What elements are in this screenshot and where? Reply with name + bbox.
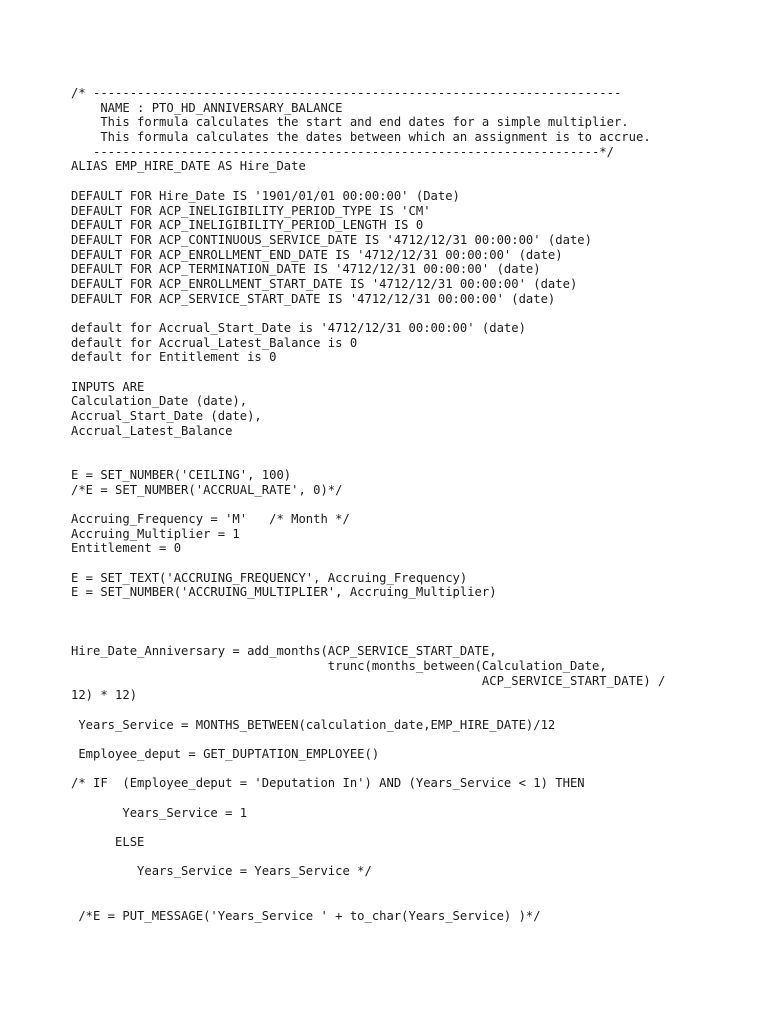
code-line (71, 556, 761, 571)
code-line: 12) * 12) (71, 688, 138, 703)
code-line (71, 629, 761, 644)
code-line (71, 850, 761, 865)
code-line (71, 365, 761, 380)
code-line: default for Entitlement is 0 (71, 350, 277, 365)
code-line: DEFAULT FOR ACP_TERMINATION_DATE IS '4712/12/31 00:00:00' (date) (71, 262, 541, 277)
code-line (71, 600, 761, 615)
code-line: This formula calculates the start and end dates for a simple multiplier. (71, 115, 629, 130)
code-line: NAME : PTO_HD_ANNIVERSARY_BALANCE (71, 100, 343, 115)
code-line: default for Accrual_Start_Date is '4712/12/31 00:00:00' (date) (71, 321, 526, 335)
code-line: DEFAULT FOR ACP_SERVICE_START_DATE IS '4712/12/31 00:00:00' (date) (71, 291, 556, 306)
code-line: DEFAULT FOR ACP_ENROLLMENT_END_DATE IS '4712/12/31 00:00:00' (date) (71, 247, 563, 262)
code-line: DEFAULT FOR ACP_CONTINUOUS_SERVICE_DATE IS '4712/12/31 00:00:00' (date) (71, 232, 592, 247)
code-line (71, 820, 761, 835)
code-line (71, 497, 761, 512)
code-line: trunc(months_between(Calculation_Date, (71, 658, 607, 673)
code-line: Years_Service = MONTHS_BETWEEN(calculation_date,EMP_HIRE_DATE)/12 (71, 717, 556, 732)
code-line: ALIAS EMP_HIRE_DATE AS Hire_Date (71, 159, 306, 174)
code-line: Entitlement = 0 (71, 541, 182, 556)
code-line (71, 174, 761, 189)
code-line: Accruing_Frequency = 'M' /* Month */ (71, 511, 350, 526)
code-line: ACP_SERVICE_START_DATE) / (71, 673, 666, 688)
code-line: DEFAULT FOR Hire_Date IS '1901/01/01 00:00:00' (Date) (71, 188, 460, 203)
code-line (71, 453, 761, 468)
code-document (71, 86, 761, 923)
code-line: /*E = PUT_MESSAGE('Years_Service ' + to_char(Years_Service) )*/ (71, 908, 541, 923)
code-line (71, 879, 761, 894)
code-line: Employee_deput = GET_DUPTATION_EMPLOYEE() (71, 746, 380, 761)
code-line: DEFAULT FOR ACP_INELIGIBILITY_PERIOD_TYPE IS 'CM' (71, 203, 431, 218)
code-line: This formula calculates the dates between which an assignment is to accrue. (71, 130, 651, 145)
code-line (71, 703, 761, 718)
code-line: /* IF (Employee_deput = 'Deputation In') AND (Years_Service < 1) THEN (71, 776, 585, 791)
code-line: /*E = SET_NUMBER('ACCRUAL_RATE', 0)*/ (71, 482, 343, 497)
code-line: ELSE (71, 835, 145, 850)
code-line: Hire_Date_Anniversary = add_months(ACP_SERVICE_START_DATE, (71, 644, 497, 659)
code-line (71, 791, 761, 806)
code-line: Accruing_Multiplier = 1 (71, 526, 240, 541)
code-line: ---------------------------------------------------------------------*/ (71, 144, 614, 159)
code-line: Calculation_Date (date), (71, 394, 248, 409)
code-line: E = SET_NUMBER('CEILING', 100) (71, 467, 292, 482)
code-line (71, 439, 761, 454)
code-line: Years_Service = 1 (71, 805, 248, 820)
code-line: /* ------------------------------------------------------------------------ (71, 86, 622, 100)
code-line (71, 306, 761, 321)
code-line (71, 732, 761, 747)
code-line (71, 615, 761, 630)
code-line: INPUTS ARE (71, 379, 145, 394)
code-line: Accrual_Latest_Balance (71, 423, 233, 438)
code-line: DEFAULT FOR ACP_ENROLLMENT_START_DATE IS '4712/12/31 00:00:00' (date) (71, 276, 578, 291)
code-line: E = SET_NUMBER('ACCRUING_MULTIPLIER', Accruing_Multiplier) (71, 585, 497, 600)
code-line: E = SET_TEXT('ACCRUING_FREQUENCY', Accruing_Frequency) (71, 570, 468, 585)
code-line: Accrual_Start_Date (date), (71, 409, 262, 424)
code-line (71, 894, 761, 909)
code-line (71, 762, 761, 777)
code-line: Years_Service = Years_Service */ (71, 864, 372, 879)
code-line: DEFAULT FOR ACP_INELIGIBILITY_PERIOD_LENGTH IS 0 (71, 218, 424, 233)
code-line: default for Accrual_Latest_Balance is 0 (71, 335, 358, 350)
